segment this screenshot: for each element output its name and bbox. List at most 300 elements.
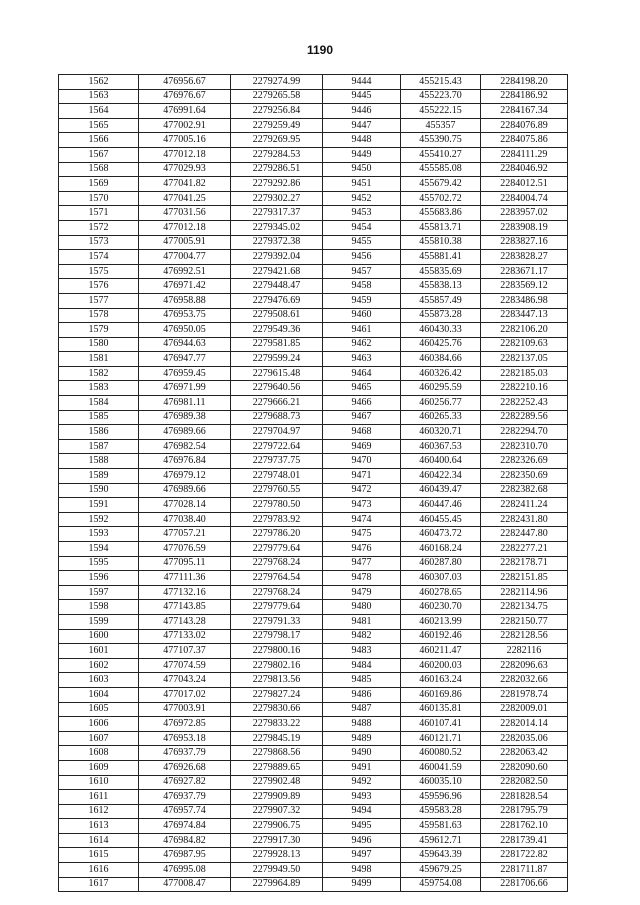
table-cell: 9483 bbox=[323, 644, 401, 659]
table-row bbox=[59, 717, 568, 732]
table-cell: 476992.51 bbox=[139, 264, 231, 279]
table-cell: 2282109.63 bbox=[481, 337, 568, 352]
table-row bbox=[59, 191, 568, 206]
table-cell: 2282185.03 bbox=[481, 366, 568, 381]
table-cell: 455881.41 bbox=[401, 250, 481, 265]
table-cell: 1571 bbox=[59, 206, 139, 221]
table-cell: 2282277.21 bbox=[481, 542, 568, 557]
table-cell: 477074.59 bbox=[139, 658, 231, 673]
table-cell: 477111.36 bbox=[139, 571, 231, 586]
table-cell: 9495 bbox=[323, 819, 401, 834]
table-row bbox=[59, 118, 568, 133]
table-cell: 460200.03 bbox=[401, 658, 481, 673]
table-cell: 460211.47 bbox=[401, 644, 481, 659]
table-cell: 476953.18 bbox=[139, 731, 231, 746]
table-row bbox=[59, 804, 568, 819]
table-cell: 476989.66 bbox=[139, 425, 231, 440]
table-cell: 1579 bbox=[59, 323, 139, 338]
table-cell: 9474 bbox=[323, 512, 401, 527]
table-cell: 460121.71 bbox=[401, 731, 481, 746]
table-cell: 2282252.43 bbox=[481, 396, 568, 411]
table-row bbox=[59, 381, 568, 396]
table-cell: 9470 bbox=[323, 454, 401, 469]
table-row bbox=[59, 600, 568, 615]
table-cell: 1586 bbox=[59, 425, 139, 440]
table-cell: 2279265.58 bbox=[231, 89, 323, 104]
table-cell: 9457 bbox=[323, 264, 401, 279]
table-cell: 460213.99 bbox=[401, 614, 481, 629]
table-cell: 2281762.10 bbox=[481, 819, 568, 834]
table-cell: 476976.84 bbox=[139, 454, 231, 469]
table-cell: 9473 bbox=[323, 498, 401, 513]
table-cell: 2282310.70 bbox=[481, 439, 568, 454]
table-cell: 9446 bbox=[323, 104, 401, 119]
table-cell: 1614 bbox=[59, 833, 139, 848]
table-cell: 477005.16 bbox=[139, 133, 231, 148]
table-cell: 477038.40 bbox=[139, 512, 231, 527]
table-cell: 9462 bbox=[323, 337, 401, 352]
table-cell: 455679.42 bbox=[401, 177, 481, 192]
table-cell: 1575 bbox=[59, 264, 139, 279]
table-cell: 9468 bbox=[323, 425, 401, 440]
table-cell: 1568 bbox=[59, 162, 139, 177]
table-row bbox=[59, 760, 568, 775]
table-cell: 476976.67 bbox=[139, 89, 231, 104]
table-cell: 2279345.02 bbox=[231, 220, 323, 235]
table-row bbox=[59, 585, 568, 600]
table-body bbox=[59, 75, 568, 892]
table-cell: 9484 bbox=[323, 658, 401, 673]
table-cell: 455835.69 bbox=[401, 264, 481, 279]
table-cell: 9491 bbox=[323, 760, 401, 775]
table-cell: 2279269.95 bbox=[231, 133, 323, 148]
table-cell: 2282096.63 bbox=[481, 658, 568, 673]
table-cell: 476927.82 bbox=[139, 775, 231, 790]
table-cell: 477041.25 bbox=[139, 191, 231, 206]
table-cell: 2281795.79 bbox=[481, 804, 568, 819]
table-cell: 2279798.17 bbox=[231, 629, 323, 644]
table-row bbox=[59, 556, 568, 571]
table-row bbox=[59, 454, 568, 469]
table-cell: 2279845.19 bbox=[231, 731, 323, 746]
table-cell: 2283828.27 bbox=[481, 250, 568, 265]
table-cell: 1574 bbox=[59, 250, 139, 265]
table-cell: 1597 bbox=[59, 585, 139, 600]
table-cell: 2279737.75 bbox=[231, 454, 323, 469]
table-cell: 2279284.53 bbox=[231, 147, 323, 162]
table-cell: 455683.86 bbox=[401, 206, 481, 221]
table-cell: 476991.64 bbox=[139, 104, 231, 119]
table-cell: 2279421.68 bbox=[231, 264, 323, 279]
table-row bbox=[59, 687, 568, 702]
table-cell: 1596 bbox=[59, 571, 139, 586]
table-cell: 2279928.13 bbox=[231, 848, 323, 863]
table-cell: 2282128.56 bbox=[481, 629, 568, 644]
table-cell: 460473.72 bbox=[401, 527, 481, 542]
table-cell: 2282106.20 bbox=[481, 323, 568, 338]
table-cell: 1607 bbox=[59, 731, 139, 746]
table-cell: 1604 bbox=[59, 687, 139, 702]
table-cell: 9450 bbox=[323, 162, 401, 177]
table-cell: 460080.52 bbox=[401, 746, 481, 761]
table-cell: 2282294.70 bbox=[481, 425, 568, 440]
table-cell: 1610 bbox=[59, 775, 139, 790]
table-row bbox=[59, 863, 568, 878]
table-cell: 9464 bbox=[323, 366, 401, 381]
table-cell: 1595 bbox=[59, 556, 139, 571]
table-cell: 476981.11 bbox=[139, 396, 231, 411]
table-cell: 1587 bbox=[59, 439, 139, 454]
table-cell: 477143.28 bbox=[139, 614, 231, 629]
table-row bbox=[59, 702, 568, 717]
table-cell: 2284167.34 bbox=[481, 104, 568, 119]
table-cell: 460169.86 bbox=[401, 687, 481, 702]
table-cell: 476972.85 bbox=[139, 717, 231, 732]
table-cell: 455585.08 bbox=[401, 162, 481, 177]
table-cell: 460278.65 bbox=[401, 585, 481, 600]
table-cell: 460230.70 bbox=[401, 600, 481, 615]
table-cell: 2283957.02 bbox=[481, 206, 568, 221]
table-row bbox=[59, 250, 568, 265]
table-cell: 459596.96 bbox=[401, 790, 481, 805]
table-cell: 9482 bbox=[323, 629, 401, 644]
table-cell: 2281739.41 bbox=[481, 833, 568, 848]
table-cell: 476950.05 bbox=[139, 323, 231, 338]
table-cell: 2279302.27 bbox=[231, 191, 323, 206]
table-cell: 9479 bbox=[323, 585, 401, 600]
table-cell: 476926.68 bbox=[139, 760, 231, 775]
table-cell: 9463 bbox=[323, 352, 401, 367]
table-row bbox=[59, 833, 568, 848]
table-cell: 2279768.24 bbox=[231, 585, 323, 600]
table-cell: 1593 bbox=[59, 527, 139, 542]
table-cell: 2282082.50 bbox=[481, 775, 568, 790]
table-cell: 460135.81 bbox=[401, 702, 481, 717]
table-cell: 2282137.05 bbox=[481, 352, 568, 367]
table-row bbox=[59, 352, 568, 367]
table-cell: 2279889.65 bbox=[231, 760, 323, 775]
table-cell: 1565 bbox=[59, 118, 139, 133]
table-cell: 1600 bbox=[59, 629, 139, 644]
table-cell: 9460 bbox=[323, 308, 401, 323]
table-cell: 2282210.16 bbox=[481, 381, 568, 396]
table-cell: 1602 bbox=[59, 658, 139, 673]
table-cell: 9444 bbox=[323, 75, 401, 90]
table-row bbox=[59, 308, 568, 323]
table-cell: 2282116 bbox=[481, 644, 568, 659]
table-cell: 460107.41 bbox=[401, 717, 481, 732]
table-cell: 476957.74 bbox=[139, 804, 231, 819]
table-row bbox=[59, 790, 568, 805]
table-cell: 1572 bbox=[59, 220, 139, 235]
table-cell: 2279800.16 bbox=[231, 644, 323, 659]
table-cell: 2279791.33 bbox=[231, 614, 323, 629]
table-cell: 2284111.29 bbox=[481, 147, 568, 162]
table-cell: 1608 bbox=[59, 746, 139, 761]
table-cell: 1580 bbox=[59, 337, 139, 352]
table-cell: 2279830.66 bbox=[231, 702, 323, 717]
table-row bbox=[59, 396, 568, 411]
table-cell: 2282178.71 bbox=[481, 556, 568, 571]
table-cell: 459754.08 bbox=[401, 877, 481, 892]
table-cell: 9475 bbox=[323, 527, 401, 542]
table-row bbox=[59, 279, 568, 294]
table-cell: 9447 bbox=[323, 118, 401, 133]
table-cell: 477003.91 bbox=[139, 702, 231, 717]
table-row bbox=[59, 366, 568, 381]
table-cell: 9499 bbox=[323, 877, 401, 892]
table-cell: 2279764.54 bbox=[231, 571, 323, 586]
table-row bbox=[59, 877, 568, 892]
table-cell: 2284012.51 bbox=[481, 177, 568, 192]
table-cell: 476979.12 bbox=[139, 469, 231, 484]
table-cell: 476995.08 bbox=[139, 863, 231, 878]
table-cell: 9455 bbox=[323, 235, 401, 250]
table-row bbox=[59, 220, 568, 235]
table-cell: 460425.76 bbox=[401, 337, 481, 352]
table-cell: 9489 bbox=[323, 731, 401, 746]
table-cell: 476989.66 bbox=[139, 483, 231, 498]
table-cell: 2279868.56 bbox=[231, 746, 323, 761]
table-cell: 477004.77 bbox=[139, 250, 231, 265]
table-cell: 9456 bbox=[323, 250, 401, 265]
table-cell: 2282447.80 bbox=[481, 527, 568, 542]
table-cell: 1584 bbox=[59, 396, 139, 411]
table-cell: 1562 bbox=[59, 75, 139, 90]
table-cell: 476937.79 bbox=[139, 790, 231, 805]
table-cell: 460295.59 bbox=[401, 381, 481, 396]
table-row bbox=[59, 206, 568, 221]
table-cell: 1585 bbox=[59, 410, 139, 425]
table-cell: 2283827.16 bbox=[481, 235, 568, 250]
table-cell: 2282014.14 bbox=[481, 717, 568, 732]
table-cell: 2279688.73 bbox=[231, 410, 323, 425]
table-cell: 9448 bbox=[323, 133, 401, 148]
table-cell: 2281828.54 bbox=[481, 790, 568, 805]
table-cell: 2279783.92 bbox=[231, 512, 323, 527]
table-cell: 2279917.30 bbox=[231, 833, 323, 848]
table-cell: 1583 bbox=[59, 381, 139, 396]
table-cell: 2284186.92 bbox=[481, 89, 568, 104]
table-cell: 455873.28 bbox=[401, 308, 481, 323]
table-cell: 476956.67 bbox=[139, 75, 231, 90]
table-row bbox=[59, 323, 568, 338]
table-cell: 9449 bbox=[323, 147, 401, 162]
table-cell: 1592 bbox=[59, 512, 139, 527]
table-cell: 460041.59 bbox=[401, 760, 481, 775]
table-cell: 460168.24 bbox=[401, 542, 481, 557]
table-cell: 460367.53 bbox=[401, 439, 481, 454]
table-cell: 2279833.22 bbox=[231, 717, 323, 732]
table-row bbox=[59, 162, 568, 177]
table-cell: 9465 bbox=[323, 381, 401, 396]
table-row bbox=[59, 439, 568, 454]
table-cell: 2282114.96 bbox=[481, 585, 568, 600]
table-cell: 2281711.87 bbox=[481, 863, 568, 878]
table-cell: 2282431.80 bbox=[481, 512, 568, 527]
table-cell: 1617 bbox=[59, 877, 139, 892]
table-cell: 460320.71 bbox=[401, 425, 481, 440]
table-row bbox=[59, 177, 568, 192]
table-cell: 2282032.66 bbox=[481, 673, 568, 688]
table-cell: 9498 bbox=[323, 863, 401, 878]
table-cell: 2279902.48 bbox=[231, 775, 323, 790]
table-cell: 2283908.19 bbox=[481, 220, 568, 235]
table-row bbox=[59, 264, 568, 279]
table-cell: 2282382.68 bbox=[481, 483, 568, 498]
table-cell: 2279640.56 bbox=[231, 381, 323, 396]
table-cell: 459643.39 bbox=[401, 848, 481, 863]
table-cell: 2279779.64 bbox=[231, 542, 323, 557]
table-cell: 2284075.86 bbox=[481, 133, 568, 148]
table-cell: 2279448.47 bbox=[231, 279, 323, 294]
table-cell: 455215.43 bbox=[401, 75, 481, 90]
table-cell: 1594 bbox=[59, 542, 139, 557]
table-cell: 9454 bbox=[323, 220, 401, 235]
table-cell: 2279317.37 bbox=[231, 206, 323, 221]
table-cell: 1588 bbox=[59, 454, 139, 469]
table-cell: 2279802.16 bbox=[231, 658, 323, 673]
table-cell: 2284198.20 bbox=[481, 75, 568, 90]
table-cell: 2279748.01 bbox=[231, 469, 323, 484]
table-cell: 1603 bbox=[59, 673, 139, 688]
table-cell: 477029.93 bbox=[139, 162, 231, 177]
table-cell: 477076.59 bbox=[139, 542, 231, 557]
table-cell: 2284004.74 bbox=[481, 191, 568, 206]
table-cell: 9478 bbox=[323, 571, 401, 586]
table-cell: 1606 bbox=[59, 717, 139, 732]
table-cell: 2282151.85 bbox=[481, 571, 568, 586]
table-cell: 2282150.77 bbox=[481, 614, 568, 629]
table-cell: 1615 bbox=[59, 848, 139, 863]
table-cell: 9488 bbox=[323, 717, 401, 732]
table-cell: 9485 bbox=[323, 673, 401, 688]
table-row bbox=[59, 527, 568, 542]
table-cell: 2282350.69 bbox=[481, 469, 568, 484]
table-row bbox=[59, 848, 568, 863]
table-cell: 459583.28 bbox=[401, 804, 481, 819]
table-cell: 2279286.51 bbox=[231, 162, 323, 177]
table-row bbox=[59, 425, 568, 440]
table-cell: 477095.11 bbox=[139, 556, 231, 571]
table-cell: 2279827.24 bbox=[231, 687, 323, 702]
table-cell: 2279760.55 bbox=[231, 483, 323, 498]
table-cell: 1609 bbox=[59, 760, 139, 775]
table-cell: 1616 bbox=[59, 863, 139, 878]
table-cell: 476953.75 bbox=[139, 308, 231, 323]
table-cell: 477008.47 bbox=[139, 877, 231, 892]
table-cell: 1613 bbox=[59, 819, 139, 834]
table-cell: 2282134.75 bbox=[481, 600, 568, 615]
table-row bbox=[59, 498, 568, 513]
table-cell: 476982.54 bbox=[139, 439, 231, 454]
table-cell: 460163.24 bbox=[401, 673, 481, 688]
table-cell: 477012.18 bbox=[139, 220, 231, 235]
table-cell: 9451 bbox=[323, 177, 401, 192]
table-cell: 2279786.20 bbox=[231, 527, 323, 542]
table-cell: 2279666.21 bbox=[231, 396, 323, 411]
table-cell: 1612 bbox=[59, 804, 139, 819]
table-cell: 2279256.84 bbox=[231, 104, 323, 119]
table-cell: 2282289.56 bbox=[481, 410, 568, 425]
table-row bbox=[59, 483, 568, 498]
table-cell: 2283569.12 bbox=[481, 279, 568, 294]
table-cell: 2279964.89 bbox=[231, 877, 323, 892]
table-cell: 459581.63 bbox=[401, 819, 481, 834]
table-cell: 476984.82 bbox=[139, 833, 231, 848]
table-cell: 1589 bbox=[59, 469, 139, 484]
table-cell: 9469 bbox=[323, 439, 401, 454]
table-cell: 477017.02 bbox=[139, 687, 231, 702]
table-row bbox=[59, 469, 568, 484]
table-row bbox=[59, 542, 568, 557]
table-cell: 460035.10 bbox=[401, 775, 481, 790]
table-row bbox=[59, 775, 568, 790]
table-cell: 2282063.42 bbox=[481, 746, 568, 761]
table-cell: 2279581.85 bbox=[231, 337, 323, 352]
table-cell: 1582 bbox=[59, 366, 139, 381]
table-cell: 2282009.01 bbox=[481, 702, 568, 717]
table-cell: 455223.70 bbox=[401, 89, 481, 104]
table-cell: 477132.16 bbox=[139, 585, 231, 600]
table-cell: 455222.15 bbox=[401, 104, 481, 119]
table-row bbox=[59, 819, 568, 834]
table-cell: 476989.38 bbox=[139, 410, 231, 425]
table-cell: 1599 bbox=[59, 614, 139, 629]
table-cell: 9466 bbox=[323, 396, 401, 411]
table-cell: 9493 bbox=[323, 790, 401, 805]
table-row bbox=[59, 410, 568, 425]
table-row bbox=[59, 133, 568, 148]
table-cell: 9458 bbox=[323, 279, 401, 294]
table-cell: 476971.99 bbox=[139, 381, 231, 396]
table-cell: 476959.45 bbox=[139, 366, 231, 381]
table-cell: 2279779.64 bbox=[231, 600, 323, 615]
table-row bbox=[59, 337, 568, 352]
table-cell: 1581 bbox=[59, 352, 139, 367]
table-cell: 460439.47 bbox=[401, 483, 481, 498]
table-cell: 2279476.69 bbox=[231, 293, 323, 308]
table-cell: 460326.42 bbox=[401, 366, 481, 381]
table-cell: 455390.75 bbox=[401, 133, 481, 148]
table-cell: 460384.66 bbox=[401, 352, 481, 367]
table-cell: 9480 bbox=[323, 600, 401, 615]
table-row bbox=[59, 673, 568, 688]
table-cell: 9497 bbox=[323, 848, 401, 863]
table-cell: 459679.25 bbox=[401, 863, 481, 878]
table-cell: 9445 bbox=[323, 89, 401, 104]
table-cell: 2279909.89 bbox=[231, 790, 323, 805]
table-cell: 2281706.66 bbox=[481, 877, 568, 892]
table-cell: 9496 bbox=[323, 833, 401, 848]
table-cell: 477143.85 bbox=[139, 600, 231, 615]
table-cell: 9472 bbox=[323, 483, 401, 498]
table-cell: 477041.82 bbox=[139, 177, 231, 192]
table-cell: 477107.37 bbox=[139, 644, 231, 659]
table-cell: 460265.33 bbox=[401, 410, 481, 425]
table-cell: 9459 bbox=[323, 293, 401, 308]
table-cell: 1570 bbox=[59, 191, 139, 206]
table-cell: 9477 bbox=[323, 556, 401, 571]
table-cell: 460422.34 bbox=[401, 469, 481, 484]
table-cell: 9481 bbox=[323, 614, 401, 629]
table-cell: 1563 bbox=[59, 89, 139, 104]
table-cell: 2279907.32 bbox=[231, 804, 323, 819]
table-cell: 1598 bbox=[59, 600, 139, 615]
table-cell: 1577 bbox=[59, 293, 139, 308]
table-cell: 477057.21 bbox=[139, 527, 231, 542]
table-cell: 9471 bbox=[323, 469, 401, 484]
